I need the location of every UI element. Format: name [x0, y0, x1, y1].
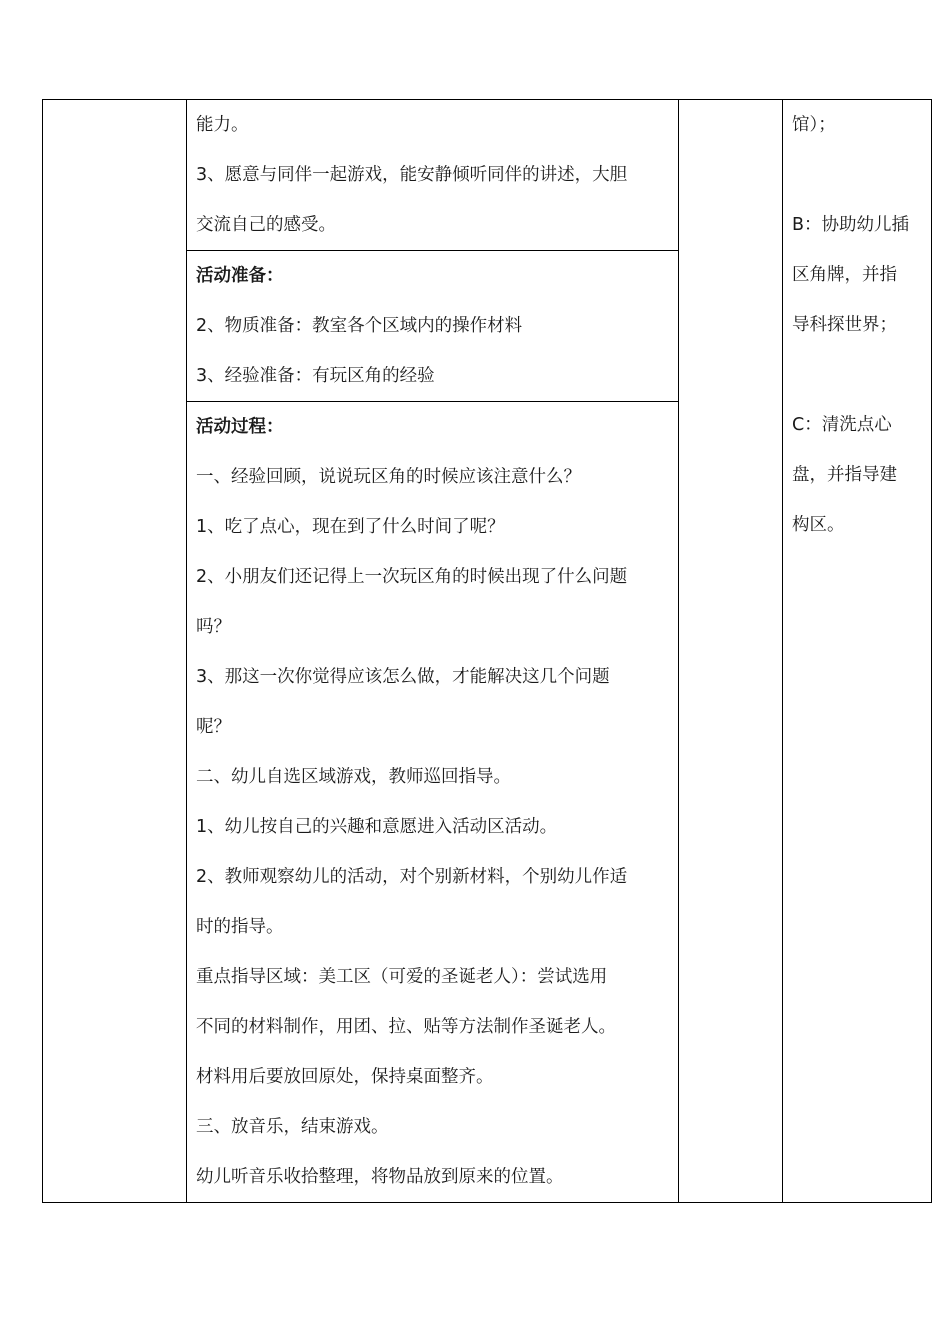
preparation-line-1: 2、物质准备：教室各个区域内的操作材料	[196, 316, 523, 336]
process-line-14: 三、放音乐，结束游戏。	[196, 1117, 389, 1137]
process-cell	[187, 402, 679, 1203]
objective-line-1: 能力。	[196, 115, 249, 135]
process-line-9: 2、教师观察幼儿的活动，对个别新材料，个别幼儿作适	[196, 867, 628, 887]
duty-line-b1: B：协助幼儿插	[792, 215, 910, 235]
objectives-cell	[187, 100, 679, 251]
process-line-1: 一、经验回顾，说说玩区角的时候应该注意什么？	[196, 467, 581, 487]
process-line-4: 吗？	[196, 617, 231, 637]
duty-line-c1: C：清洗点心	[792, 415, 892, 435]
duty-spacer-1	[783, 150, 931, 200]
duty-line-c2: 盘，并指导建	[792, 465, 897, 485]
duty-line-b2: 区角牌，并指	[792, 265, 897, 285]
objective-line-2: 3、愿意与同伴一起游戏，能安静倾听同伴的讲述，大胆	[196, 165, 628, 185]
preparation-cell	[187, 251, 679, 402]
process-line-10: 时的指导。	[196, 917, 284, 937]
process-line-13: 材料用后要放回原处，保持桌面整齐。	[196, 1067, 494, 1087]
preparation-line-2: 3、经验准备：有玩区角的经验	[196, 366, 435, 386]
process-line-7: 二、幼儿自选区域游戏，教师巡回指导。	[196, 767, 511, 787]
process-line-11: 重点指导区域：美工区（可爱的圣诞老人）：尝试选用	[196, 967, 608, 987]
lesson-plan-table	[42, 99, 932, 1203]
middle-blank-cell	[679, 100, 783, 1203]
process-line-8: 1、幼儿按自己的兴趣和意愿进入活动区活动。	[196, 817, 558, 837]
duty-spacer-2	[783, 350, 931, 400]
duty-line-b3: 导科探世界；	[792, 315, 897, 335]
left-blank-cell	[43, 100, 187, 1203]
process-line-3: 2、小朋友们还记得上一次玩区角的时候出现了什么问题	[196, 567, 628, 587]
process-line-15: 幼儿听音乐收拾整理，将物品放到原来的位置。	[196, 1167, 564, 1187]
process-line-5: 3、那这一次你觉得应该怎么做，才能解决这几个问题	[196, 667, 610, 687]
teacher-duty-cell	[783, 100, 932, 1203]
duty-line-1: 馆）；	[792, 115, 836, 135]
process-heading: 活动过程：	[196, 417, 284, 437]
duty-line-c3: 构区。	[792, 515, 845, 535]
process-line-6: 呢？	[196, 717, 231, 737]
preparation-heading: 活动准备：	[196, 266, 284, 286]
objective-line-3: 交流自己的感受。	[196, 215, 336, 235]
process-line-12: 不同的材料制作，用团、拉、贴等方法制作圣诞老人。	[196, 1017, 616, 1037]
process-line-2: 1、吃了点心，现在到了什么时间了呢？	[196, 517, 505, 537]
